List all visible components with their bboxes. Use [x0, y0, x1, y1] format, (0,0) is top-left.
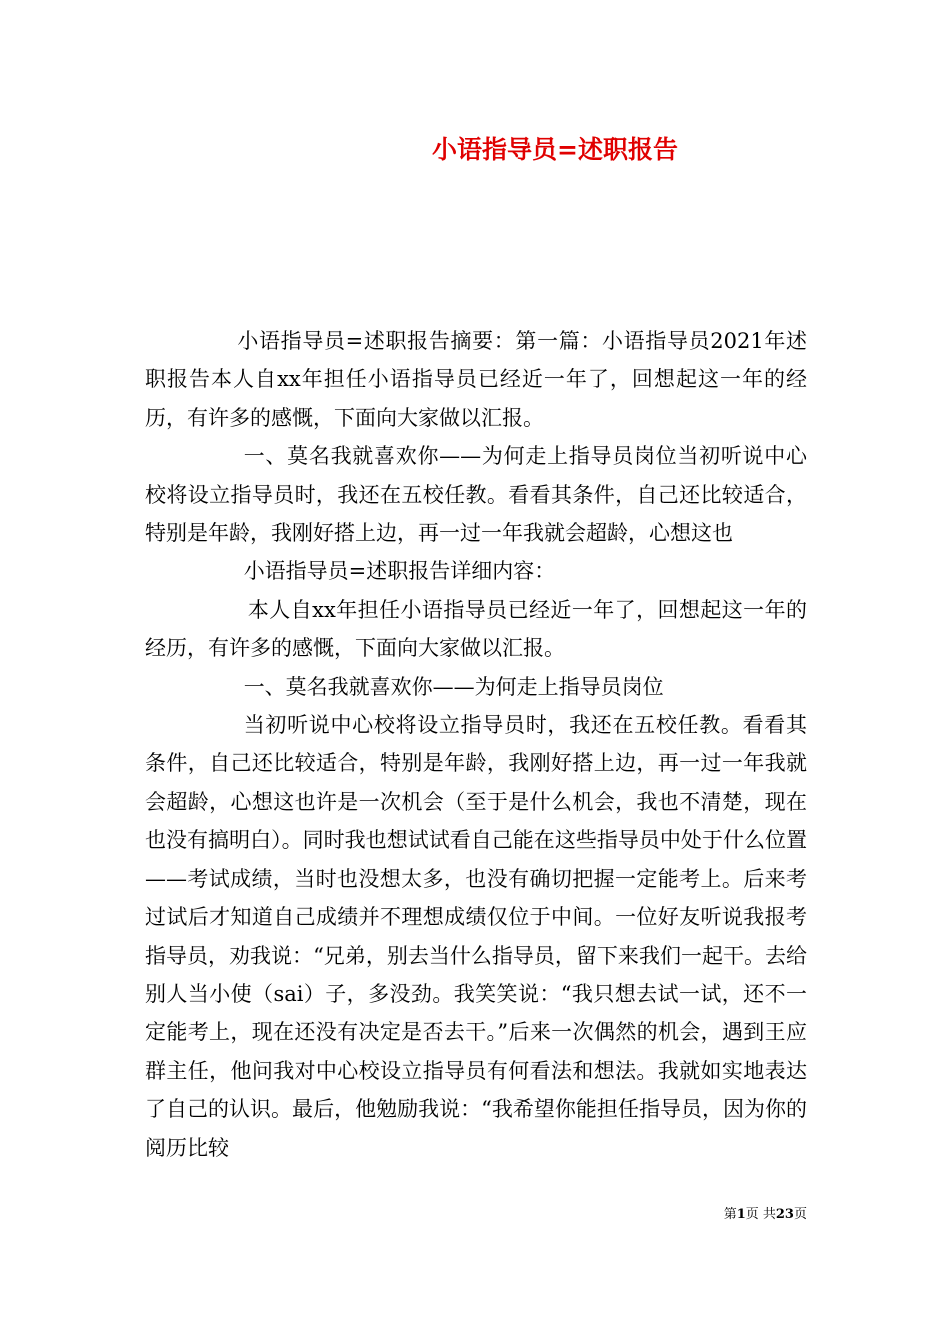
footer-total-pages: 23 [775, 1207, 794, 1222]
footer-middle: 页 共 [745, 1207, 776, 1222]
footer-prefix: 第 [723, 1207, 737, 1222]
document-body [145, 322, 807, 1167]
footer-page-number: 1 [736, 1207, 746, 1222]
section-heading-1: 一、莫名我就喜欢你——为何走上指导员岗位 [243, 674, 664, 699]
paragraph-intro: 本人自xx年担任小语指导员已经近一年了，回想起这一年的经历，有许多的感慨，下面向大家做以汇报。 [145, 597, 807, 661]
paragraph-abstract-section: 一、莫名我就喜欢你——为何走上指导员岗位当初听说中心校将设立指导员时，我还在五校任教。看看其条件，自己还比较适合，特别是年龄，我刚好搭上边，再一过一年我就会超龄，心想这也 [145, 444, 807, 546]
paragraph-details-heading: 小语指导员=述职报告详细内容： [243, 559, 556, 584]
document-title: 小语指导员=述职报告 [432, 135, 678, 164]
footer-suffix: 页 [793, 1207, 807, 1222]
paragraph-abstract: 小语指导员=述职报告摘要：第一篇：小语指导员2021年述职报告本人自xx年担任小语指导员已经近一年了，回想起这一年的经历，有许多的感慨，下面向大家做以汇报。 [145, 329, 807, 430]
page-footer [724, 1206, 807, 1224]
paragraph-section-1: 当初听说中心校将设立指导员时，我还在五校任教。看看其条件，自己还比较适合，特别是年龄，我刚好搭上边，再一过一年我就会超龄，心想这也许是一次机会（至于是什么机会，我也不清楚，现在也没有搞明白）。同时我也想试试看自己能在这些指导员中处于什么位置——考试成绩，当时也没想太多，也没有确切把握一定能考上。后来考过试后才知道自己成绩并不理想成绩仅位于中间。一位好友听说我报考指导员，劝我说：“兄弟，别去当什么指导员，留下来我们一起干。去给别人当小使（sai）子，多没劲。我笑笑说：“我只想去试一试，还不一定能考上，现在还没有决定是否去干。”后来一次偶然的机会，遇到王应群主任，他问我对中心校设立指导员有何看法和想法。我就如实地表达了自己的认识。最后，他勉励我说：“我希望你能担任指导员，因为你的阅历比较 [145, 713, 807, 1160]
